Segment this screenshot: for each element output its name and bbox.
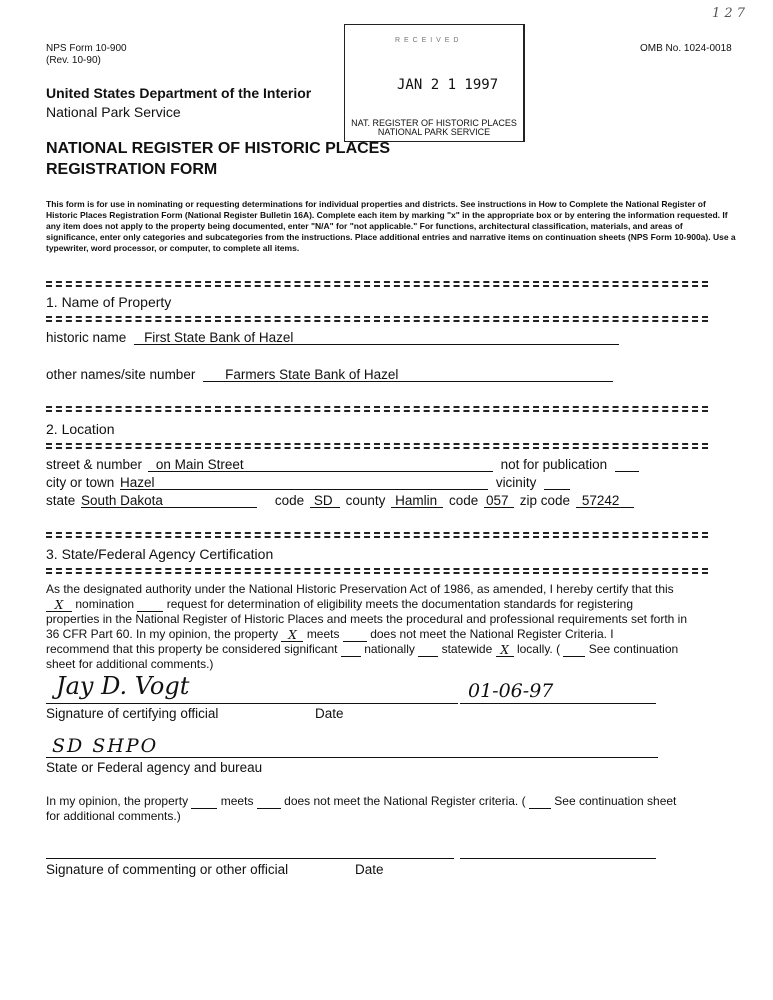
state-label: state [46,493,76,508]
form-title-line-1: NATIONAL REGISTER OF HISTORIC PLACES [46,140,391,157]
not-for-publication-field[interactable] [615,457,639,472]
street-field[interactable] [148,457,493,472]
street-row [46,457,639,472]
date-label: Date [315,706,344,721]
zip-label: zip code [519,493,571,508]
cert-line-2 [46,597,736,612]
certification-paragraph [46,582,736,672]
commenting-date-label: Date [355,862,384,877]
other-names-field[interactable] [203,367,613,382]
opinion-property-text: In my opinion, the property [46,794,189,808]
opinion-meets-label: meets [220,794,254,808]
nomination-label: nomination [75,597,135,611]
date-line[interactable] [460,703,656,704]
section-3-heading: 3. State/Federal Agency Certification [46,546,274,562]
not-for-publication-label: not for publication [500,457,608,472]
state-code-label: code [274,493,305,508]
state-code-value: SD [313,493,333,508]
city-value: Hazel [120,475,155,490]
divider [46,532,708,538]
service-name: National Park Service [46,104,181,120]
county-value: Hamlin [395,493,438,508]
city-field[interactable] [120,475,488,490]
street-label: street & number [46,457,143,472]
locally-checkbox[interactable] [496,643,514,657]
section-2-heading: 2. Location [46,421,115,437]
opinion-continuation-checkbox[interactable] [529,795,551,809]
form-revision: (Rev. 10-90) [46,55,101,66]
stamp-line-2: NATIONAL PARK SERVICE [377,127,491,137]
county-code-value: 057 [485,493,509,508]
form-title-line-2: REGISTRATION FORM [46,161,218,178]
vicinity-field[interactable] [544,475,570,490]
does-not-meet-label: does not meet the National Register Criteria. I [370,627,614,641]
other-names-label: other names/site number [46,367,196,382]
opinion-does-not-meet-label: does not meet the National Register criteria. ( [284,794,526,808]
historic-name-label: historic name [46,330,127,345]
locally-mark: X [500,643,509,657]
vicinity-label: vicinity [495,475,537,490]
certifying-signature: Jay D. Vogt [56,672,190,700]
statewide-label: statewide [441,642,493,656]
meets-checkbox[interactable] [281,628,303,642]
commenting-opinion [46,794,736,824]
opinion-continuation-label: See continuation sheet [554,794,677,808]
county-field[interactable] [391,493,443,508]
stamp-line-1: NAT. REGISTER OF HISTORIC PLACES [351,118,517,128]
corner-mark: 1 2 7 [712,6,746,21]
county-code-label: code [448,493,479,508]
nomination-checkbox[interactable] [46,598,72,612]
department-name: United States Department of the Interior [46,85,312,101]
certification-date: 01-06-97 [468,680,554,702]
other-names-row [46,367,613,382]
nationally-label: nationally [364,642,415,656]
received-stamp [344,24,525,142]
statewide-checkbox[interactable] [418,643,438,657]
cert-line-4 [46,627,736,642]
section-1-heading: 1. Name of Property [46,294,172,310]
state-row [46,493,634,508]
locally-label: locally. ( [516,642,561,656]
cert-line-1: As the designated authority under the National Historic Preservation Act of 1986, as amended, I hereby certify that this [46,582,674,596]
request-checkbox[interactable] [137,598,163,612]
divider [46,281,708,287]
commenting-signature-line[interactable] [46,858,454,859]
city-row [46,475,570,490]
state-code-field[interactable] [310,493,340,508]
stamp-received-text: R E C E I V E D [395,37,460,44]
other-names-value: Farmers State Bank of Hazel [225,367,399,382]
divider [46,443,708,449]
commenting-date-line[interactable] [460,858,656,859]
agency-handwritten: SD SHPO [52,735,159,757]
nationally-checkbox[interactable] [341,643,361,657]
zip-value: 57242 [581,493,620,508]
county-code-field[interactable] [484,493,514,508]
street-value: on Main Street [155,457,244,472]
signature-line[interactable] [46,703,458,704]
state-field[interactable] [81,493,257,508]
divider [46,568,708,574]
state-value: South Dakota [81,493,163,508]
opinion-does-not-meet-checkbox[interactable] [257,795,281,809]
continuation-checkbox[interactable] [563,643,585,657]
historic-name-field[interactable] [134,330,619,345]
agency-line[interactable] [46,757,658,758]
historic-name-value: First State Bank of Hazel [144,330,294,345]
nomination-mark: X [54,598,64,612]
city-label: city or town [46,475,115,490]
omb-number: OMB No. 1024-0018 [640,43,732,54]
opinion-line-2: for additional comments.) [46,809,181,823]
agency-label: State or Federal agency and bureau [46,760,263,775]
divider [46,316,708,322]
cert-line-3: properties in the National Register of Historic Places and meets the procedural and professional requirements set forth in [46,612,687,626]
cert-line-6: sheet for additional comments.) [46,657,214,671]
zip-field[interactable] [576,493,634,508]
instructions: This form is for use in nominating or requesting determinations for individual properties and districts. See instructions in How to Complete the National Register of Historic Places Registration Form (National Register Bulletin 16A). Complete each item by marking "x" in the appropriate box or by entering the information requested. If any item does not apply to the property being documented, enter "N/A" for "not applicable." For functions, architectural classification, materials, and areas of significance, enter only categories and subcategories from the instructions. Place additional entries and narrative items on continuation sheets (NPS Form 10-900a). Use a typewriter, word processor, or computer, to complete all items. [46,199,736,253]
commenting-signature-label: Signature of commenting or other official [46,862,289,877]
historic-name-row [46,330,619,345]
county-label: county [345,493,386,508]
opinion-line-1 [46,794,736,809]
divider [46,406,708,412]
stamp-date: JAN 2 1 1997 [397,77,499,93]
cert-line-5 [46,642,736,657]
meets-label: meets [306,627,340,641]
meets-mark: X [288,628,297,642]
request-label: request for determination of eligibility meets the documentation standards for registering [166,597,633,611]
continuation-label: See continuation [588,642,679,656]
recommend-text: recommend that this property be considered significant [46,642,338,656]
signature-label: Signature of certifying official [46,706,219,721]
form-number: NPS Form 10-900 [46,43,127,54]
does-not-meet-checkbox[interactable] [343,628,367,642]
opinion-text: 36 CFR Part 60. In my opinion, the property [46,627,279,641]
opinion-meets-checkbox[interactable] [191,795,217,809]
